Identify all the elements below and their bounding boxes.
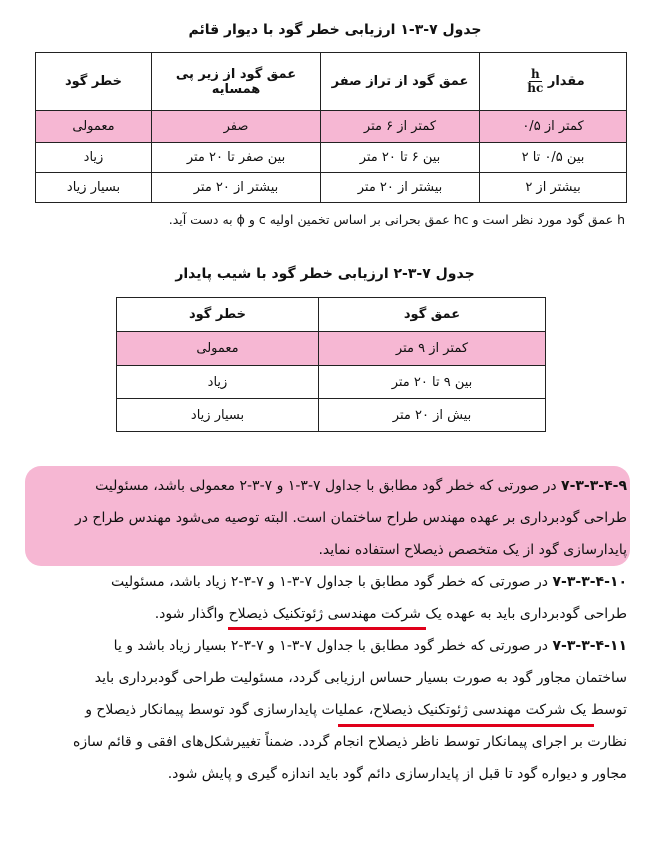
table1-cell-risk: معمولی xyxy=(36,111,152,143)
clause-line: توسط یک شرکت مهندسی ژئوتکنیک ذیصلاح، عملیات پایدارسازی گود توسط پیمانکار ذیصلاح و xyxy=(85,702,627,718)
table1-cell-ratio: بین ۰/۵ تا ۲ xyxy=(480,143,627,173)
table1-cell-depth-zero: بین ۶ تا ۲۰ متر xyxy=(321,143,480,173)
table-row xyxy=(117,332,546,366)
table2-cell-depth: بیش از ۲۰ متر xyxy=(319,399,546,432)
clause-10 xyxy=(30,566,627,630)
table2-cell-risk: زیاد xyxy=(117,366,319,399)
fraction-denominator: hc xyxy=(527,81,544,95)
clause-9 xyxy=(30,470,627,566)
table1-cell-ratio: کمتر از ۰/۵ xyxy=(480,111,627,143)
table2-header-depth: عمق گود xyxy=(319,298,546,332)
table2-header-risk: خطر گود xyxy=(117,298,319,332)
h-over-hc-fraction xyxy=(527,68,543,95)
clause-11 xyxy=(30,630,627,790)
clause-line: نظارت بر اجرای پیمانکار توسط ناظر ذیصلاح انجام گردد. ضمناً تغییرشکل‌های افقی و قائم سازه xyxy=(73,734,627,750)
table-row xyxy=(36,111,627,143)
fraction-numerator: h xyxy=(530,67,540,81)
clause-text: در صورتی که خطر گود مطابق با جداول ۷-۳-۱ و ۷-۳-۲ معمولی باشد، مسئولیت xyxy=(95,478,557,494)
clause-number: ۷-۳-۳-۴-۱۰ xyxy=(552,574,627,590)
clause-line: طراحی گودبرداری بر عهده مهندس طراح ساختمان است. البته توصیه می‌شود مهندس طراح در xyxy=(74,510,627,526)
table1 xyxy=(35,52,627,203)
table1-footnote: h عمق گود مورد نظر است و hc عمق بحرانی بر اساس تخمین اولیه c و ϕ به دست آید. xyxy=(168,212,625,227)
clause-number: ۷-۳-۳-۴-۹ xyxy=(561,478,627,494)
table1-header-depth-neighbor: عمق گود از زیر پی همسایه xyxy=(152,53,321,111)
clause-text: در صورتی که خطر گود مطابق با جداول ۷-۳-۱ و ۷-۳-۲ بسیار زیاد باشد و یا xyxy=(113,638,549,654)
clause-line: ساختمان مجاور گود به صورت بسیار حساس ارزیابی گردد، مسئولیت طراحی گودبرداری باید xyxy=(94,670,627,686)
table1-header-depth-zero: عمق گود از تراز صفر xyxy=(321,53,480,111)
table2-cell-depth: بین ۹ تا ۲۰ متر xyxy=(319,366,546,399)
clause-line xyxy=(30,630,627,662)
table2-cell-risk: معمولی xyxy=(117,332,319,366)
table1-cell-depth-neighbor: بیشتر از ۲۰ متر xyxy=(152,173,321,203)
clause-line: مجاور و دیواره گود تا قبل از پایدارسازی دائم گود باید اندازه گیری و پایش شود. xyxy=(167,766,627,782)
clause-text: در صورتی که خطر گود مطابق با جداول ۷-۳-۱ و ۷-۳-۲ زیاد باشد، مسئولیت xyxy=(110,574,549,590)
table-row xyxy=(36,143,627,173)
table1-cell-depth-neighbor: بین صفر تا ۲۰ متر xyxy=(152,143,321,173)
table1-header-risk: خطر گود xyxy=(36,53,152,111)
table1-caption: جدول ۷-۳-۱ ارزیابی خطر گود با دیوار قائم xyxy=(188,22,482,38)
table2 xyxy=(116,297,546,432)
table-row xyxy=(117,399,546,432)
table1-cell-ratio: بیشتر از ۲ xyxy=(480,173,627,203)
table-row xyxy=(117,366,546,399)
table2-cell-depth: کمتر از ۹ متر xyxy=(319,332,546,366)
table1-header-ratio-label: مقدار xyxy=(547,74,585,89)
table-row xyxy=(36,173,627,203)
clause-line xyxy=(30,566,627,598)
table1-cell-risk: زیاد xyxy=(36,143,152,173)
clause-line: پایدارسازی گود از یک متخصص ذیصلاح استفاده نماید. xyxy=(318,542,627,558)
table2-cell-risk: بسیار زیاد xyxy=(117,399,319,432)
table1-cell-depth-zero: بیشتر از ۲۰ متر xyxy=(321,173,480,203)
table2-caption: جدول ۷-۳-۲ ارزیابی خطر گود با شیب پایدار xyxy=(175,266,475,282)
clause-line xyxy=(30,470,627,502)
clause-number: ۷-۳-۳-۴-۱۱ xyxy=(552,638,627,654)
table1-cell-risk: بسیار زیاد xyxy=(36,173,152,203)
clause-line: طراحی گودبرداری باید به عهده یک شرکت مهندسی ژئوتکنیک ذیصلاح واگذار شود. xyxy=(154,606,627,622)
table1-cell-depth-zero: کمتر از ۶ متر xyxy=(321,111,480,143)
table1-header-ratio xyxy=(480,53,627,111)
table1-cell-depth-neighbor: صفر xyxy=(152,111,321,143)
red-underline xyxy=(338,724,594,727)
